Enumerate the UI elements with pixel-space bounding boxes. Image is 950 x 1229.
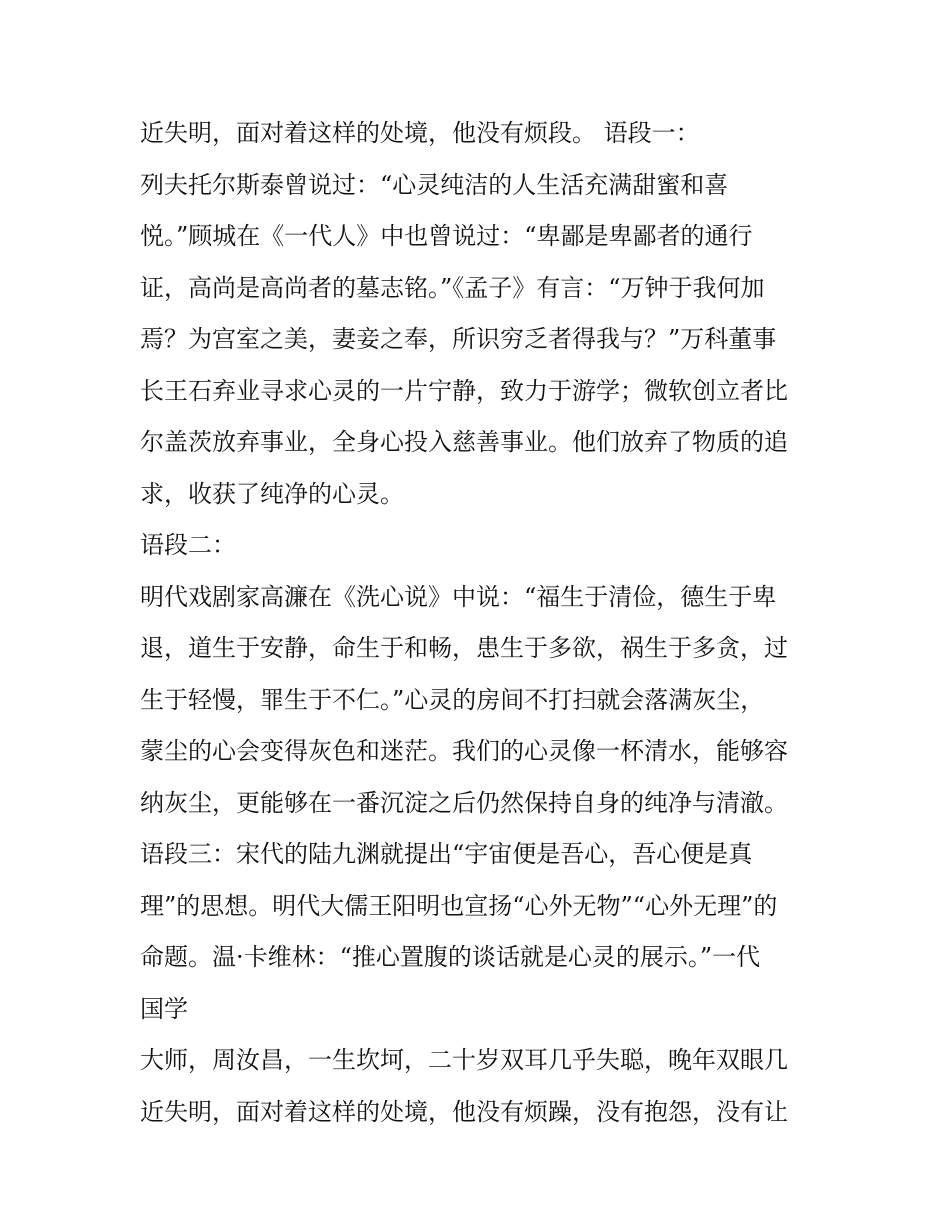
text-line-12: 生于轻慢，罪生于不仁。”心灵的房间不打扫就会落满灰尘， <box>140 685 765 714</box>
text-line-16: 理”的思想。明代大儒王阳明也宣扬“心外无物”“心外无理”的 <box>140 891 778 920</box>
text-line-18: 国学 <box>140 994 188 1023</box>
text-line-11: 退，道生于安静，命生于和畅，患生于多欲，祸生于多贪，过 <box>140 634 788 662</box>
text-line-2: 列夫托尔斯泰曾说过：“心灵纯洁的人生活充满甜蜜和喜 <box>140 170 729 199</box>
text-line-7: 尔盖茨放弃事业，全身心投入慈善事业。他们放弃了物质的追 <box>140 428 788 456</box>
text-line-1: 近失明，面对着这样的处境，他没有烦段。 语段一： <box>140 119 700 147</box>
text-line-10: 明代戏剧家高濂在《洗心说》中说：“福生于清俭，德生于卑 <box>140 582 777 611</box>
text-line-5: 焉？为宫室之美，妻妾之奉，所识穷乏者得我与？”万科董事 <box>140 325 777 353</box>
text-line-14: 纳灰尘，更能够在一番沉淀之后仍然保持自身的纯净与清澈。 <box>140 788 788 817</box>
text-line-19: 大师，周汝昌，一生坎坷，二十岁双耳几乎失聪，晚年双眼几 <box>140 1046 788 1074</box>
text-line-3: 悦。”顾城在《一代人》中也曾说过：“卑鄙是卑鄙者的通行 <box>140 222 753 250</box>
text-line-15: 语段三：宋代的陆九渊就提出“宇宙便是吾心，吾心便是真 <box>140 840 753 868</box>
text-line-4: 证，高尚是高尚者的墓志铭。”《孟子》有言：“万钟于我何加 <box>140 273 765 302</box>
text-line-13: 蒙尘的心会变得灰色和迷茫。我们的心灵像一杯清水，能够容 <box>140 737 788 765</box>
text-line-8: 求，收获了纯净的心灵。 <box>140 479 404 508</box>
text-line-17: 命题。温·卡维林：“推心置腹的谈话就是心灵的展示。”一代 <box>140 943 761 971</box>
text-line-20: 近失明，面对着这样的处境，他没有烦躁，没有抱怨，没有让 <box>140 1097 788 1126</box>
text-line-6: 长王石弃业寻求心灵的一片宁静，致力于游学；微软创立者比 <box>140 376 788 405</box>
body-text <box>140 108 830 1138</box>
section-heading-2: 语段二： <box>140 531 236 559</box>
